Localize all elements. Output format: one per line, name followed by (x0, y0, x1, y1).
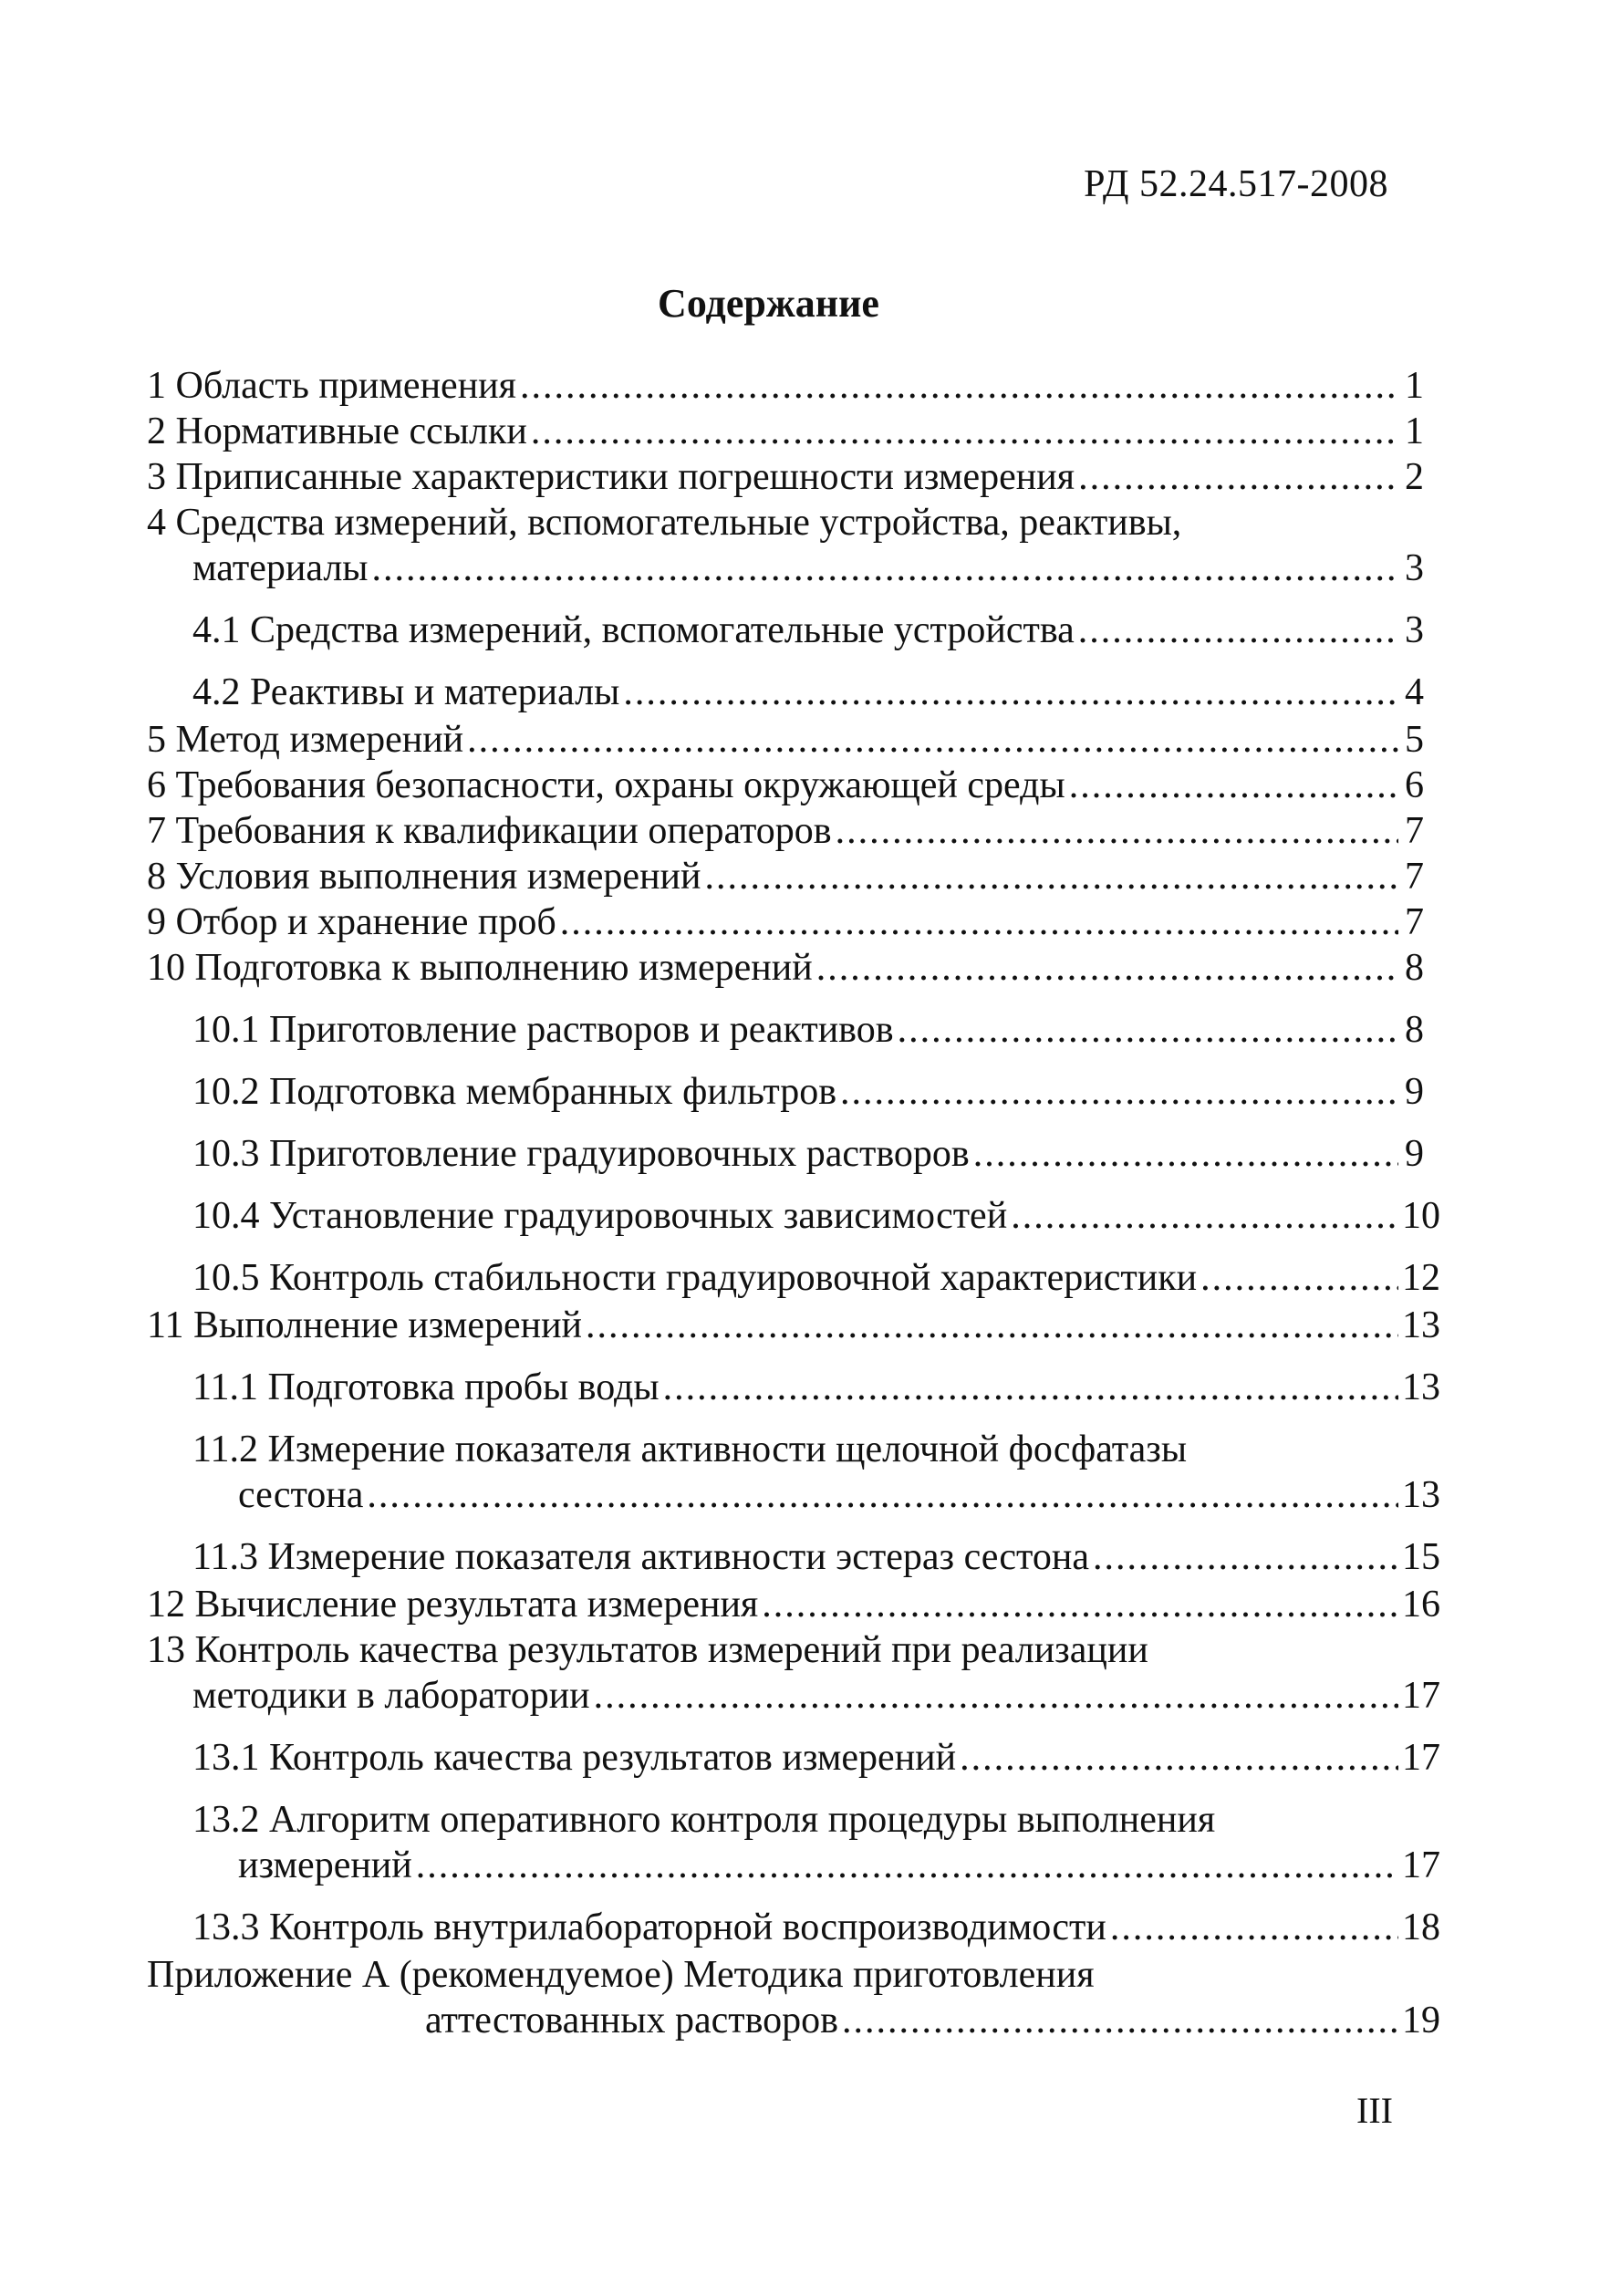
toc-page-number: 17 (1402, 1737, 1440, 1779)
toc-entry-title: 10.2 Подготовка мембранных фильтров (192, 1071, 837, 1113)
dot-leader (1110, 1905, 1398, 1950)
dot-leader (586, 1303, 1398, 1348)
toc-entry-title: 4 Средства измерений, вспомогательные устройства, реактивы, (147, 502, 1182, 544)
toc-entry (147, 1905, 1440, 1950)
toc-page-number: 1 (1405, 365, 1424, 407)
toc-title: Содержание (658, 281, 879, 326)
toc-page-number: 8 (1405, 1009, 1424, 1051)
toc-entry-title: 7 Требования к квалификации операторов (147, 810, 832, 852)
dot-leader (1093, 1534, 1398, 1580)
toc-entry (147, 1582, 1440, 1627)
table-of-contents (147, 363, 1440, 2043)
toc-entry (147, 1069, 1424, 1115)
dot-leader (367, 1472, 1398, 1518)
toc-entry (147, 1427, 1440, 1518)
toc-entry-title: 1 Область применения (147, 365, 516, 407)
page-number: III (1356, 2090, 1393, 2131)
toc-entry-title: 10.1 Приготовление растворов и реактивов (192, 1009, 894, 1051)
toc-page-number: 9 (1405, 1071, 1424, 1113)
dot-leader (663, 1365, 1398, 1410)
toc-page-number: 1 (1405, 410, 1424, 452)
dot-leader (594, 1673, 1398, 1719)
toc-entry (147, 454, 1424, 500)
toc-page-number: 3 (1405, 609, 1424, 651)
toc-page-number: 12 (1402, 1257, 1440, 1299)
toc-page-number: 7 (1405, 901, 1424, 943)
toc-page-number: 15 (1402, 1536, 1440, 1578)
toc-entry-title: 10.5 Контроль стабильности градуировочной характеристики (192, 1257, 1198, 1299)
toc-entry-title: 12 Вычисление результата измерения (147, 1584, 759, 1626)
dot-leader (705, 854, 1398, 899)
toc-page-number: 16 (1402, 1584, 1440, 1626)
dot-leader (1078, 454, 1398, 500)
dot-leader (1078, 608, 1398, 653)
toc-entry-title: 13.1 Контроль качества результатов измерений (192, 1737, 957, 1779)
dot-leader (467, 717, 1398, 763)
toc-entry-title: 8 Условия выполнения измерений (147, 856, 701, 898)
toc-entry-title: 10.4 Установление градуировочных зависимостей (192, 1195, 1008, 1237)
toc-entry (147, 899, 1424, 945)
toc-entry (147, 1735, 1440, 1781)
toc-entry-title-continuation: методики в лаборатории (192, 1675, 590, 1717)
toc-page-number: 17 (1402, 1844, 1440, 1886)
dot-leader (836, 808, 1398, 854)
toc-page-number: 7 (1405, 810, 1424, 852)
toc-entry-title-continuation: материалы (192, 547, 369, 589)
toc-entry (147, 1952, 1440, 2043)
dot-leader (816, 945, 1398, 991)
dot-leader (372, 545, 1398, 591)
toc-page-number: 17 (1402, 1675, 1440, 1717)
toc-entry-title-continuation: сестона (238, 1474, 364, 1516)
toc-entry (147, 1797, 1440, 1888)
toc-entry-title: 11 Выполнение измерений (147, 1304, 583, 1346)
dot-leader (1011, 1193, 1398, 1239)
toc-entry (147, 763, 1424, 808)
toc-entry (147, 854, 1424, 899)
dot-leader (531, 409, 1398, 454)
dot-leader (960, 1735, 1398, 1781)
toc-entry (147, 808, 1424, 854)
toc-entry (147, 1007, 1424, 1053)
toc-page-number: 8 (1405, 947, 1424, 989)
toc-page-number: 2 (1405, 456, 1424, 498)
toc-entry-title: 6 Требования безопасности, охраны окружающей среды (147, 764, 1065, 806)
toc-page-number: 4 (1405, 671, 1424, 713)
toc-page-number: 9 (1405, 1133, 1424, 1175)
toc-entry (147, 1255, 1440, 1301)
toc-entry (147, 717, 1424, 763)
toc-page-number: 18 (1402, 1906, 1440, 1948)
dot-leader (560, 899, 1398, 945)
dot-leader (973, 1131, 1398, 1177)
dot-leader (840, 1069, 1398, 1115)
toc-page-number: 13 (1402, 1366, 1440, 1408)
toc-page-number: 3 (1405, 547, 1424, 589)
toc-entry-title: 4.1 Средства измерений, вспомогательные устройства (192, 609, 1075, 651)
toc-entry (147, 1303, 1440, 1348)
toc-page-number: 7 (1405, 856, 1424, 898)
toc-entry-title: Приложение А (рекомендуемое) Методика приготовления (147, 1954, 1095, 1996)
toc-entry (147, 500, 1424, 591)
toc-entry-title: 9 Отбор и хранение проб (147, 901, 556, 943)
toc-page-number: 6 (1405, 764, 1424, 806)
toc-entry-title: 3 Приписанные характеристики погрешности измерения (147, 456, 1075, 498)
toc-entry-title: 2 Нормативные ссылки (147, 410, 527, 452)
toc-entry (147, 1534, 1440, 1580)
toc-entry (147, 1193, 1440, 1239)
toc-page-number: 5 (1405, 719, 1424, 761)
toc-entry (147, 1365, 1440, 1410)
toc-entry-title: 10 Подготовка к выполнению измерений (147, 947, 813, 989)
toc-entry-title-continuation: аттестованных растворов (425, 2000, 838, 2041)
dot-leader (898, 1007, 1398, 1053)
toc-entry-title-continuation: измерений (238, 1844, 412, 1886)
dot-leader (842, 1998, 1398, 2043)
toc-entry (147, 1131, 1424, 1177)
toc-entry (147, 945, 1424, 991)
dot-leader (623, 670, 1398, 715)
dot-leader (416, 1843, 1398, 1888)
toc-entry-title: 10.3 Приготовление градуировочных растворов (192, 1133, 970, 1175)
dot-leader (1069, 763, 1398, 808)
toc-entry-title: 11.1 Подготовка пробы воды (192, 1366, 660, 1408)
toc-entry (147, 670, 1424, 715)
dot-leader (762, 1582, 1398, 1627)
document-code: РД 52.24.517-2008 (1084, 163, 1388, 205)
toc-page-number: 13 (1402, 1474, 1440, 1516)
toc-entry-title: 5 Метод измерений (147, 719, 464, 761)
toc-page-number: 13 (1402, 1304, 1440, 1346)
toc-entry-title: 13.2 Алгоритм оперативного контроля процедуры выполнения (192, 1799, 1216, 1841)
toc-entry-title: 13 Контроль качества результатов измерений при реализации (147, 1629, 1148, 1671)
dot-leader (520, 363, 1398, 409)
toc-entry (147, 608, 1424, 653)
toc-entry (147, 363, 1424, 409)
toc-entry (147, 409, 1424, 454)
dot-leader (1200, 1255, 1398, 1301)
toc-page-number: 19 (1402, 2000, 1440, 2041)
toc-page-number: 10 (1402, 1195, 1440, 1237)
toc-entry-title: 11.3 Измерение показателя активности эстераз сестона (192, 1536, 1089, 1578)
toc-entry (147, 1627, 1440, 1719)
toc-entry-title: 4.2 Реактивы и материалы (192, 671, 620, 713)
toc-entry-title: 11.2 Измерение показателя активности щелочной фосфатазы (192, 1429, 1188, 1470)
toc-entry-title: 13.3 Контроль внутрилабораторной воспроизводимости (192, 1906, 1106, 1948)
